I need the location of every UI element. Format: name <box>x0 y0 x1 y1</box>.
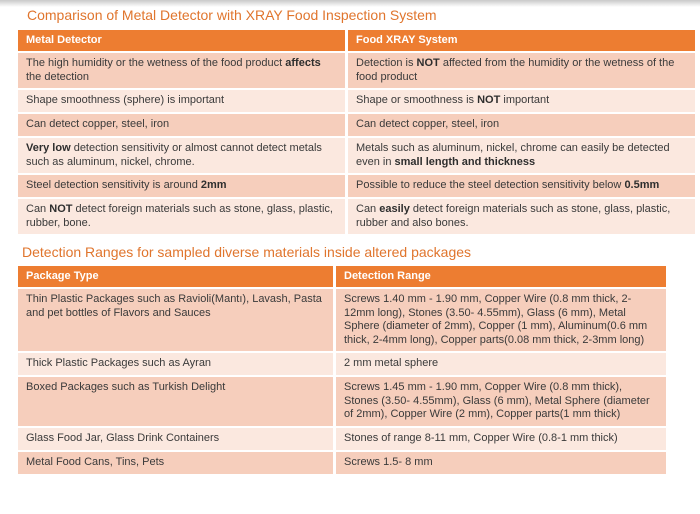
cell-detection-range: Stones of range 8-11 mm, Copper Wire (0.8-1 mm thick) <box>336 428 666 450</box>
comparison-table-title: Comparison of Metal Detector with XRAY Food Inspection System <box>27 7 437 23</box>
cell-food-xray-system: Shape or smoothness is NOT important <box>348 90 695 112</box>
cell-metal-detector: Steel detection sensitivity is around 2mm <box>18 175 345 197</box>
table-row <box>18 377 666 426</box>
cell-package-type: Thick Plastic Packages such as Ayran <box>18 353 333 375</box>
comparison-table-body <box>18 53 695 234</box>
cell-detection-range: Screws 1.40 mm - 1.90 mm, Copper Wire (0.8 mm thick, 2-12mm long), Stones (3.50- 4.55mm), Glass (6 mm), Metal Sphere (diameter of 2mm), Copper (1 mm), Aluminum(0.6 mm thick, 2-4mm long), Copper parts(0.08 mm thick, 2-3mm long) <box>336 289 666 351</box>
cell-food-xray-system: Metals such as aluminum, nickel, chrome can easily be detected even in small length and thickness <box>348 138 695 173</box>
comparison-table <box>18 30 695 234</box>
cell-metal-detector: The high humidity or the wetness of the food product affects the detection <box>18 53 345 88</box>
column-header-food-xray-system: Food XRAY System <box>348 30 695 51</box>
table-row <box>18 53 695 88</box>
table-row <box>18 138 695 173</box>
detection-table-title: Detection Ranges for sampled diverse materials inside altered packages <box>22 244 472 260</box>
cell-metal-detector: Very low detection sensitivity or almost cannot detect metals such as aluminum, nickel, chrome. <box>18 138 345 173</box>
cell-detection-range: Screws 1.5- 8 mm <box>336 452 666 474</box>
cell-package-type: Glass Food Jar, Glass Drink Containers <box>18 428 333 450</box>
cell-metal-detector: Can NOT detect foreign materials such as stone, glass, plastic, rubber, bone. <box>18 199 345 234</box>
table-row <box>18 289 666 351</box>
cell-food-xray-system: Possible to reduce the steel detection sensitivity below 0.5mm <box>348 175 695 197</box>
column-header-metal-detector: Metal Detector <box>18 30 345 51</box>
column-header-detection-range: Detection Range <box>336 266 666 287</box>
table-row <box>18 452 666 474</box>
cell-detection-range: 2 mm metal sphere <box>336 353 666 375</box>
table-row <box>18 114 695 136</box>
cell-package-type: Thin Plastic Packages such as Ravioli(Mantı), Lavash, Pasta and pet bottles of Flavors and Sauces <box>18 289 333 351</box>
slide-content <box>18 0 695 476</box>
cell-detection-range: Screws 1.45 mm - 1.90 mm, Copper Wire (0.8 mm thick), Stones (3.50- 4.55mm), Glass (6 mm), Metal Sphere (diameter of 2mm), Copper Wire (2 mm), Copper parts(1 mm thick) <box>336 377 666 426</box>
table-row <box>18 199 695 234</box>
cell-food-xray-system: Detection is NOT affected from the humidity or the wetness of the food product <box>348 53 695 88</box>
cell-metal-detector: Shape smoothness (sphere) is important <box>18 90 345 112</box>
cell-package-type: Boxed Packages such as Turkish Delight <box>18 377 333 426</box>
table-row <box>18 175 695 197</box>
cell-food-xray-system: Can detect copper, steel, iron <box>348 114 695 136</box>
cell-metal-detector: Can detect copper, steel, iron <box>18 114 345 136</box>
cell-food-xray-system: Can easily detect foreign materials such as stone, glass, plastic, rubber and also bones. <box>348 199 695 234</box>
detection-table-header-row <box>18 266 666 287</box>
table-row <box>18 90 695 112</box>
table-row <box>18 353 666 375</box>
detection-ranges-table <box>18 266 695 474</box>
comparison-table-header-row <box>18 30 695 51</box>
column-header-package-type: Package Type <box>18 266 333 287</box>
detection-table-body <box>18 289 695 474</box>
table-row <box>18 428 666 450</box>
cell-package-type: Metal Food Cans, Tins, Pets <box>18 452 333 474</box>
